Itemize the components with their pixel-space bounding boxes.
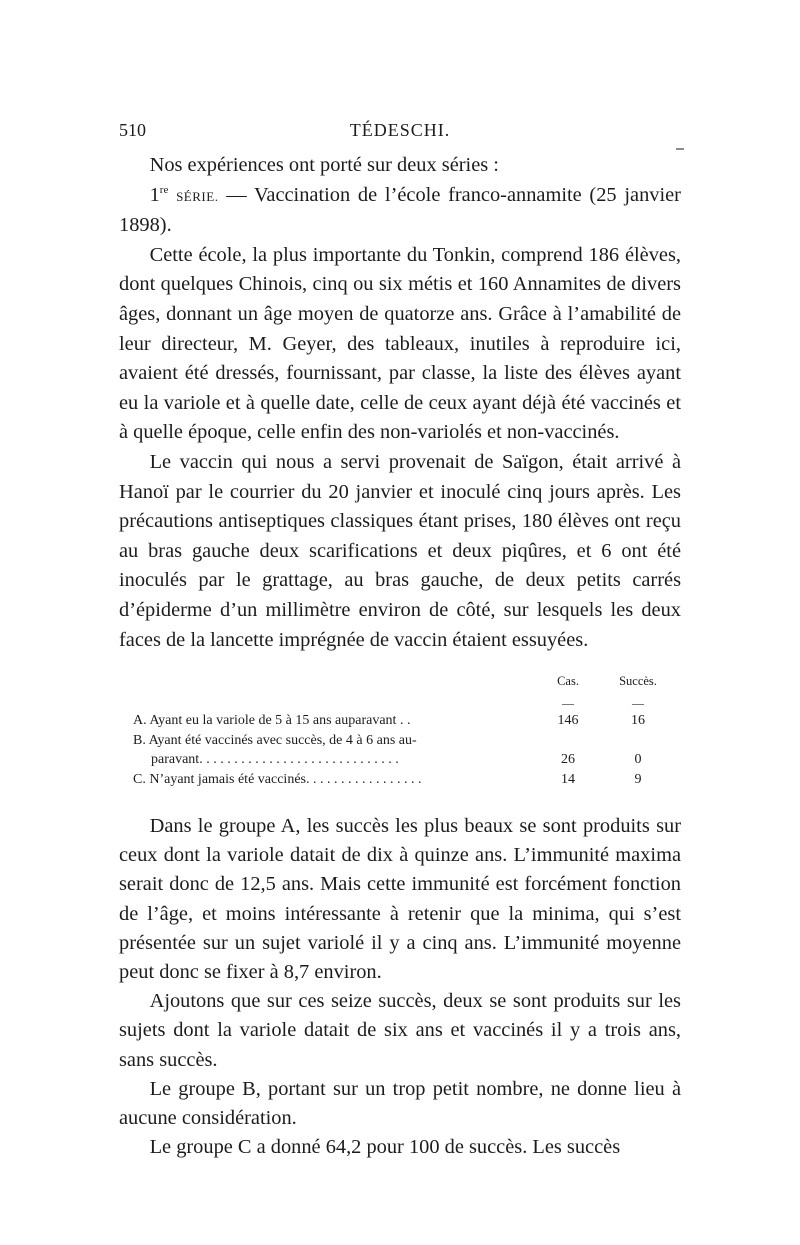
intro-paragraph: Nos expériences ont porté sur deux séries : [149,154,499,176]
row-label-continued: paravant. . . . . . . . . . . . . . . . . . . . . . . . . . . . . [151,752,399,767]
row-succes: 16 [631,713,645,728]
page-number: 510 [119,120,146,140]
paragraph: Le groupe C a donné 64,2 pour 100 de succès. Les succès [149,1136,621,1159]
column-header-succes: Succès. [619,674,657,688]
body-text-top [119,151,681,655]
running-title: TÉDESCHI. [349,120,451,140]
row-label: A. Ayant eu la variole de 5 à 15 ans auparavant . . [133,713,411,728]
column-header-cas: Cas. [557,674,579,688]
row-label: B. Ayant été vaccinés avec succès, de 4 à 6 ans au- [133,732,417,748]
body-text-bottom [119,812,681,1162]
dash-succes: — [632,696,644,710]
table-row [133,711,688,731]
margin-mark [676,148,684,150]
header-rule [133,694,688,711]
row-succes: 9 [634,771,642,787]
row-cas: 14 [561,771,575,787]
paragraph: Le groupe B, portant sur un trop petit nombre, ne donne lieu à aucune considération. [119,1077,681,1130]
paragraph: Le vaccin qui nous a servi provenait de Saïgon, était arrivé à Hanoï par le courrier du 20 janvier et inoculé cinq jours après. Les précautions antiseptiques classiques étant prises, 180 élèves ont reçu au bras gauche deux scarifications et deux piqûres, et 6 ont été inoculés par le grattage, au bras gauche, de deux petits carrés d’épiderme d’un millimètre environ de côté, sur lesquels les deux faces de la lancette imprégnée de vaccin étaient essuyées. [119,450,681,651]
paragraph: Cette école, la plus importante du Tonkin, comprend 186 élèves, dont quelques Chinois, cinq ou six métis et 160 Annamites de divers âges, donnant un âge moyen de quatorze ans. Grâce à l’amabilité de leur directeur, M. Geyer, des tableaux, inutiles à reproduire ici, avaient été dressés, fournissant, par classe, la liste des élèves ayant eu la variole et à quelle date, celle de ceux ayant déjà été vaccinés et à quelle époque, celle enfin des non-variolés et non-vaccinés. [119,243,681,444]
paragraph: Dans le groupe A, les succès les plus beaux se sont produits sur ceux dont la variole datait de dix à quinze ans. L’immunité maxima serait donc de 12,5 ans. Mais cette immunité est forcément fonction de l’âge, et moins intéressante à retenir que la minima, qui s’est présentée sur un sujet variolé il y a cinq ans. L’immunité moyenne peut donc se fixer à 8,7 environ. [119,815,681,984]
serie-heading [119,181,681,241]
serie-number-sup: re [159,183,169,196]
table-header [133,672,688,694]
row-label: C. N’ayant jamais été vaccinés. . . . . . . . . . . . . . . . . [133,771,422,787]
page-header [119,120,681,144]
row-succes: 0 [634,752,642,767]
row-cas: 146 [557,713,579,728]
table-row [133,770,688,790]
paragraph: Ajoutons que sur ces seize succès, deux se sont produits sur les sujets dont la variole datait de six ans et vaccinés il y a trois ans, sans succès. [119,990,681,1071]
table-row [133,731,688,770]
row-cas: 26 [561,752,575,767]
serie-label: SÉRIE. [176,188,219,204]
serie-number: 1 [149,183,160,206]
results-table [133,672,688,789]
serie-text: — Vaccination de l’école franco-annamite (25 janvier 1898). [119,183,681,237]
dash-cas: — [562,696,574,710]
